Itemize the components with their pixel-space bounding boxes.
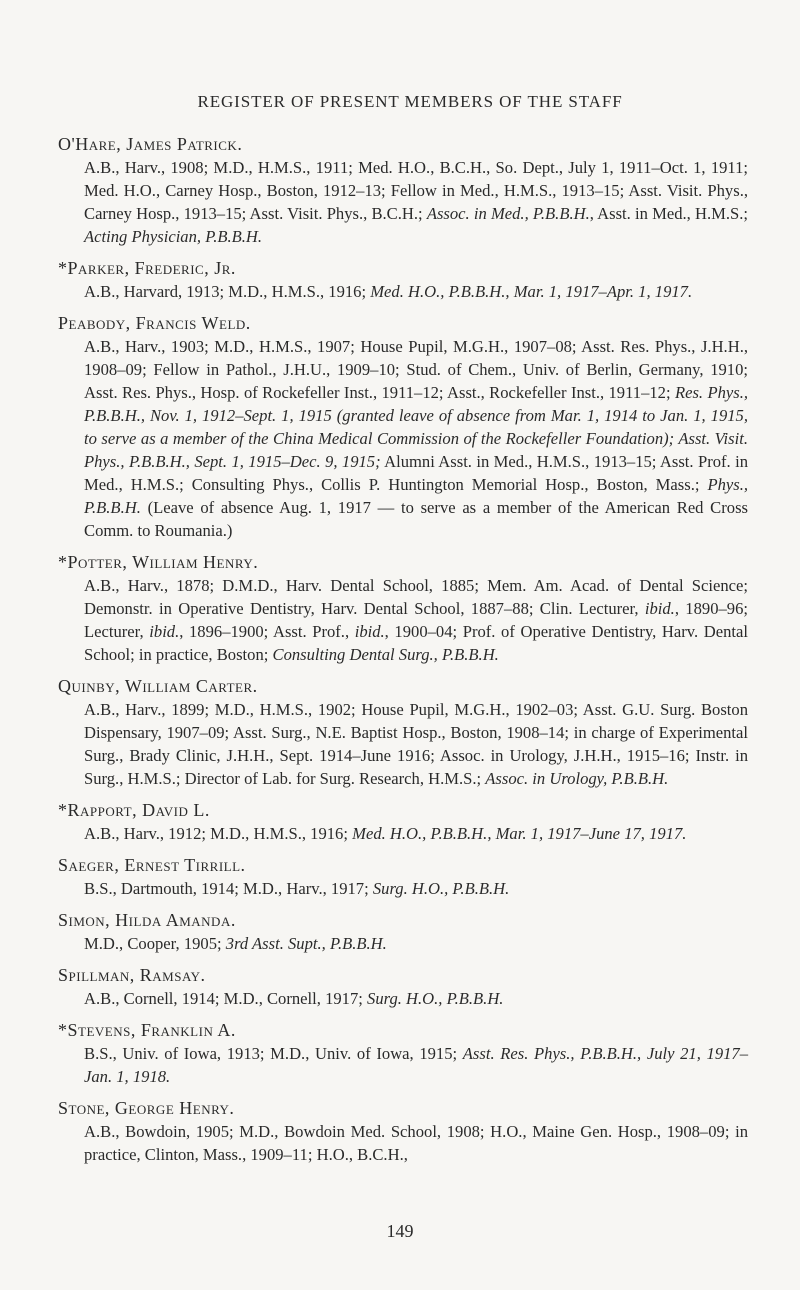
staff-member-record (84, 156, 748, 248)
staff-member-name: Quinby, William Carter. (58, 676, 258, 696)
record-title-text: Asst. Res. Phys., P.B.B.H., July 21, 1917–Jan. 1, 1918. (84, 1044, 749, 1086)
record-text: , 1896–1900; Asst. Prof., (179, 622, 355, 641)
staff-member-name: O'Hare, James Patrick. (58, 134, 243, 154)
staff-entry (58, 132, 748, 248)
staff-entry (58, 311, 748, 542)
record-text: Alumni Asst. in Med., H.M.S., 1913–15; Asst. Prof. in Med., H.M.S.; Consulting Phys., Collis P. Huntington Memorial Hosp., Boston, Mass.; (84, 452, 748, 494)
record-title-text: Med. H.O., P.B.B.H., Mar. 1, 1917–Apr. 1, 1917. (370, 282, 693, 301)
record-text: A.B., Harv., 1878; D.M.D., Harv. Dental School, 1885; Mem. Am. Acad. of Dental Science; Demonstr. in Operative Dentistry, Harv. Dental School, 1887–88; Clin. Lecturer, (84, 576, 748, 618)
staff-member-name: *Parker, Frederic, Jr. (58, 258, 236, 278)
staff-entry (58, 908, 748, 955)
staff-entry (58, 853, 748, 900)
staff-member-record (84, 1120, 748, 1166)
staff-entry (58, 798, 748, 845)
staff-member-record (84, 1042, 748, 1088)
staff-member-name: *Potter, William Henry. (58, 552, 259, 572)
staff-entry (58, 674, 748, 790)
record-text: A.B., Harv., 1903; M.D., H.M.S., 1907; House Pupil, M.G.H., 1907–08; Asst. Res. Phys., J.H.H., 1908–09; Fellow in Pathol., J.H.U., 1909–10; Stud. of Chem., Univ. of Berlin, Germany, 1910; Asst. Res. Phys., Hosp. of Rockefeller Inst., 1911–12; Asst., Rockefeller Inst., 1911–12; (84, 337, 748, 402)
record-title-text: Acting Physician, P.B.B.H. (84, 227, 263, 246)
page-number: 149 (386, 1221, 414, 1241)
staff-entry (58, 550, 748, 666)
record-title-text: Assoc. in Urology, P.B.B.H. (485, 769, 669, 788)
staff-member-name: Simon, Hilda Amanda. (58, 910, 236, 930)
record-text: A.B., Harvard, 1913; M.D., H.M.S., 1916; (84, 282, 371, 301)
staff-member-record (84, 822, 748, 845)
record-title-text: Consulting Dental Surg., P.B.B.H. (272, 645, 499, 664)
staff-member-record (84, 932, 748, 955)
record-title-text: Assoc. in Med., P.B.B.H. (426, 204, 590, 223)
staff-member-name: Stone, George Henry. (58, 1098, 235, 1118)
record-text: A.B., Harv., 1912; M.D., H.M.S., 1916; (84, 824, 353, 843)
record-text: A.B., Harv., 1908; M.D., H.M.S., 1911; Med. H.O., B.C.H., So. Dept., July 1, 1911–Oct. 1, 1911; Med. H.O., Carney Hosp., Boston, 1912–13; Fellow in Med., H.M.S., 1913–15; Asst. Visit. Phys., Carney Hosp., 1913–15; Asst. Visit. Phys., B.C.H.; (84, 158, 748, 223)
staff-member-record (84, 877, 748, 900)
record-text: B.S., Dartmouth, 1914; M.D., Harv., 1917; (84, 879, 373, 898)
staff-entry (58, 963, 748, 1010)
record-text: B.S., Univ. of Iowa, 1913; M.D., Univ. of Iowa, 1915; (84, 1044, 463, 1063)
record-title-text: Surg. H.O., P.B.B.H. (367, 989, 504, 1008)
staff-register-list (58, 132, 748, 1174)
record-text: (Leave of absence Aug. 1, 1917 — to serve as a member of the American Red Cross Comm. to Roumania.) (84, 498, 748, 540)
staff-member-name: Saeger, Ernest Tirrill. (58, 855, 246, 875)
staff-member-record (84, 280, 748, 303)
record-text: , 1900–04; Prof. of Operative Dentistry, Harv. Dental School; in practice, Boston; (84, 622, 748, 664)
record-title-text: ibid. (149, 622, 180, 641)
staff-member-record (84, 987, 748, 1010)
record-title-text: Surg. H.O., P.B.B.H. (372, 879, 510, 898)
staff-member-name: *Rapport, David L. (58, 800, 210, 820)
record-title-text: ibid. (354, 622, 385, 641)
record-text: , 1890–96; Lecturer, (84, 599, 748, 641)
record-text: A.B., Harv., 1899; M.D., H.M.S., 1902; House Pupil, M.G.H., 1902–03; Asst. G.U. Surg. Boston Dispensary, 1907–09; Asst. Surg., N.E. Baptist Hosp., Boston, 1908–14; in charge of Experimental Surg., Brady Clinic, J.H.H., Sept. 1914–June 1916; Assoc. in Urology, J.H.H., 1915–16; Instr. in Surg., H.M.S.; Director of Lab. for Surg. Research, H.M.S.; (84, 700, 748, 788)
staff-entry (58, 256, 748, 303)
record-title-text: Res. Phys., P.B.B.H., Nov. 1, 1912–Sept. 1, 1915 (granted leave of absence from Mar. 1, 1914 to Jan. 1, 1915, to serve as a member of the China Medical Commission of the Rockefeller Foundation); Asst. Visit. Phys., P.B.B.H., Sept. 1, 1915–Dec. 9, 1915; (84, 383, 749, 471)
record-text: A.B., Cornell, 1914; M.D., Cornell, 1917; (84, 989, 368, 1008)
staff-entry (58, 1018, 748, 1088)
record-text: M.D., Cooper, 1905; (84, 934, 226, 953)
record-title-text: Med. H.O., P.B.B.H., Mar. 1, 1917–June 17, 1917. (352, 824, 687, 843)
staff-member-name: Peabody, Francis Weld. (58, 313, 251, 333)
record-title-text: Phys., P.B.B.H. (84, 475, 748, 517)
record-title-text: ibid. (644, 599, 675, 618)
record-text: A.B., Bowdoin, 1905; M.D., Bowdoin Med. School, 1908; H.O., Maine Gen. Hosp., 1908–09; in practice, Clinton, Mass., 1909–11; H.O., B.C.H., (84, 1122, 748, 1164)
staff-member-name: *Stevens, Franklin A. (58, 1020, 236, 1040)
staff-member-record (84, 698, 748, 790)
record-text: , Asst. in Med., H.M.S.; (589, 204, 748, 223)
staff-member-record (84, 574, 748, 666)
running-head: REGISTER OF PRESENT MEMBERS OF THE STAFF (197, 92, 623, 111)
record-title-text: 3rd Asst. Supt., P.B.B.H. (225, 934, 387, 953)
staff-entry (58, 1096, 748, 1166)
staff-member-name: Spillman, Ramsay. (58, 965, 206, 985)
staff-member-record (84, 335, 748, 542)
